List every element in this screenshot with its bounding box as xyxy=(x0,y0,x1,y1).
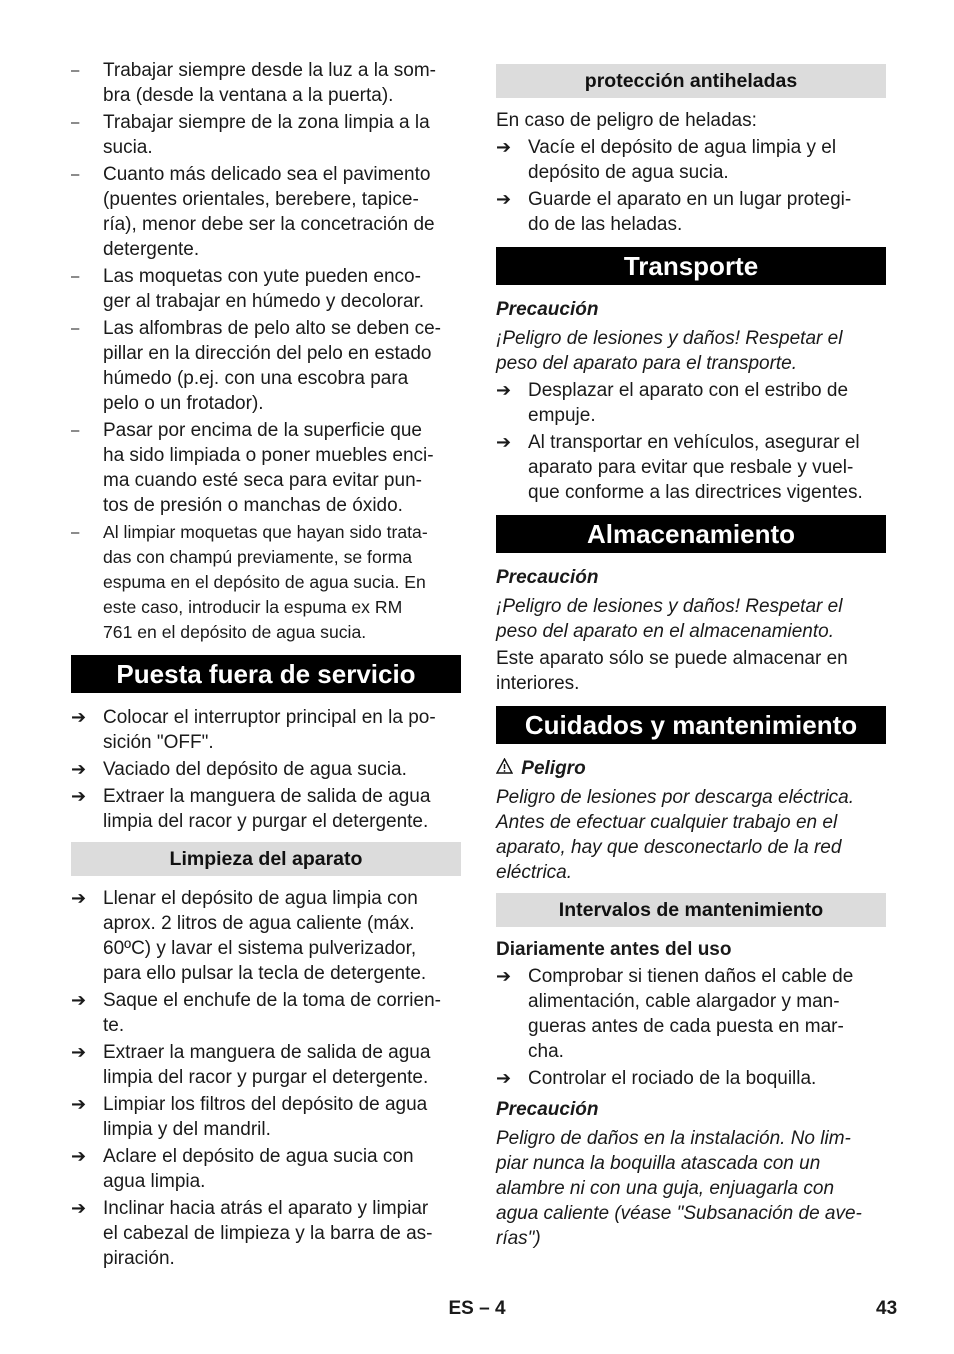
list-item-text: Cuanto más delicado sea el pavimento (puentes orientales, berebere, tapice- ría), menor debe ser la concetración de detergente. xyxy=(103,164,435,260)
subsection-heading-intervalos: Intervalos de mantenimiento xyxy=(496,893,886,927)
arrow-bullet-icon: ➔ xyxy=(71,1146,87,1166)
list-item-text: Extraer la manguera de salida de agua limpia del racor y purgar el detergente. xyxy=(103,1042,431,1088)
list-intervalos xyxy=(496,964,886,1091)
list-item xyxy=(496,1066,886,1091)
dash-bullet-icon: – xyxy=(71,422,80,439)
list-item xyxy=(71,520,461,645)
arrow-bullet-icon: ➔ xyxy=(496,137,512,157)
page-number: 43 xyxy=(876,1298,898,1319)
list-item-text: Llenar el depósito de agua limpia con aprox. 2 litros de agua caliente (máx. 60ºC) y lavar el sistema pulverizador, para ello pulsar la tecla de detergente. xyxy=(103,888,427,984)
danger-label xyxy=(496,756,886,781)
left-column xyxy=(71,58,461,1273)
caution-label-intervalos: Precaución xyxy=(496,1099,599,1120)
list-item-text: Comprobar si tienen daños el cable de alimentación, cable alargador y man- gueras antes de cada puesta en mar- cha. xyxy=(528,966,854,1062)
list-item xyxy=(71,316,461,416)
list-item xyxy=(71,1144,461,1194)
list-item-text: Trabajar siempre desde la luz a la som- bra (desde la ventana a la puerta). xyxy=(103,60,436,106)
list-item xyxy=(71,1196,461,1271)
right-column xyxy=(496,58,886,1253)
arrow-bullet-icon: ➔ xyxy=(496,432,512,452)
section-heading-cuidados: Cuidados y mantenimiento xyxy=(496,706,886,744)
list-item-text: Guarde el aparato en un lugar protegi- do de las heladas. xyxy=(528,189,852,235)
arrow-bullet-icon: ➔ xyxy=(71,1042,87,1062)
arrow-bullet-icon: ➔ xyxy=(496,1068,512,1088)
list-item xyxy=(71,110,461,160)
list-item-text: Las moquetas con yute pueden enco- ger al trabajar en húmedo y decolorar. xyxy=(103,266,425,312)
dash-bullet-icon: – xyxy=(71,320,80,337)
list-item xyxy=(71,162,461,262)
list-item-text: Extraer la manguera de salida de agua limpia del racor y purgar el detergente. xyxy=(103,786,431,832)
list-item-text: Vacíe el depósito de agua limpia y el depósito de agua sucia. xyxy=(528,137,837,183)
list-item xyxy=(71,757,461,782)
arrow-bullet-icon: ➔ xyxy=(71,1198,87,1218)
heladas-intro: En caso de peligro de heladas: xyxy=(496,110,757,131)
arrow-bullet-icon: ➔ xyxy=(71,1094,87,1114)
caution-text-transporte: ¡Peligro de lesiones y daños! Respetar el peso del aparato para el transporte. xyxy=(496,328,843,374)
caution-text-almacenamiento: ¡Peligro de lesiones y daños! Respetar el peso del aparato en el almacenamiento. xyxy=(496,596,843,642)
section-heading-almacenamiento: Almacenamiento xyxy=(496,515,886,553)
list-item xyxy=(496,430,886,505)
arrow-bullet-icon: ➔ xyxy=(496,380,512,400)
arrow-bullet-icon: ➔ xyxy=(71,759,87,779)
arrow-bullet-icon: ➔ xyxy=(496,966,512,986)
section-heading-transporte: Transporte xyxy=(496,247,886,285)
footer-section-label: ES – 4 xyxy=(448,1298,506,1319)
dash-bullet-icon: – xyxy=(71,166,80,183)
list-transporte xyxy=(496,378,886,505)
list-item xyxy=(71,58,461,108)
arrow-bullet-icon: ➔ xyxy=(71,990,87,1010)
list-item xyxy=(496,378,886,428)
list-item xyxy=(71,705,461,755)
dash-bullet-icon: – xyxy=(71,524,80,541)
subsection-heading-heladas: protección antiheladas xyxy=(496,64,886,98)
caution-label-transporte: Precaución xyxy=(496,299,599,320)
list-limpieza xyxy=(71,886,461,1271)
list-item-text: Desplazar el aparato con el estribo de empuje. xyxy=(528,380,849,426)
list-heladas xyxy=(496,135,886,237)
list-item-text: Trabajar siempre de la zona limpia a la sucia. xyxy=(103,112,430,158)
list-item-text: Limpiar los filtros del depósito de agua limpia y del mandril. xyxy=(103,1094,428,1140)
section-heading-puesta-fuera: Puesta fuera de servicio xyxy=(71,655,461,693)
list-item xyxy=(71,1092,461,1142)
list-item xyxy=(71,418,461,518)
list-item-text: Inclinar hacia atrás el aparato y limpiar el cabezal de limpieza y la barra de as- piración. xyxy=(103,1198,433,1269)
arrow-bullet-icon: ➔ xyxy=(71,786,87,806)
dash-bullet-icon: – xyxy=(71,62,80,79)
list-puesta-fuera xyxy=(71,705,461,834)
list-item xyxy=(71,988,461,1038)
arrow-bullet-icon: ➔ xyxy=(71,888,87,908)
dash-bullet-icon: – xyxy=(71,268,80,285)
subsection-heading-limpieza: Limpieza del aparato xyxy=(71,842,461,876)
caution-text-intervalos: Peligro de daños en la instalación. No lim- piar nunca la boquilla atascada con un alambre ni con una guja, enjuagarla con agua caliente (véase "Subsanación de ave- rías") xyxy=(496,1128,862,1249)
caution-label-almacenamiento: Precaución xyxy=(496,567,599,588)
subheading-diariamente: Diariamente antes del uso xyxy=(496,939,732,960)
list-item xyxy=(71,264,461,314)
list-item xyxy=(71,886,461,986)
list-item-text: Vaciado del depósito de agua sucia. xyxy=(103,759,407,780)
dash-list xyxy=(71,58,461,645)
list-item-text: Aclare el depósito de agua sucia con agua limpia. xyxy=(103,1146,414,1192)
arrow-bullet-icon: ➔ xyxy=(496,189,512,209)
list-item xyxy=(496,135,886,185)
dash-bullet-icon: – xyxy=(71,114,80,131)
warning-triangle-icon xyxy=(496,756,516,781)
list-item-text: Controlar el rociado de la boquilla. xyxy=(528,1068,817,1089)
list-item xyxy=(496,964,886,1064)
list-item-text: Saque el enchufe de la toma de corrien- te. xyxy=(103,990,441,1036)
list-item xyxy=(71,784,461,834)
list-item-text: Las alfombras de pelo alto se deben ce- pillar en la dirección del pelo en estado húmedo (p.ej. con una escobra para pelo o un frotador). xyxy=(103,318,441,414)
danger-label-text: Peligro xyxy=(521,758,586,779)
list-item-text: Al transportar en vehículos, asegurar el aparato para evitar que resbale y vuel- que conforme a las directrices vigentes. xyxy=(528,432,863,503)
almacenamiento-text: Este aparato sólo se puede almacenar en interiores. xyxy=(496,648,848,694)
list-item-text: Colocar el interruptor principal en la po- sición "OFF". xyxy=(103,707,436,753)
list-item-text: Pasar por encima de la superficie que ha sido limpiada o poner muebles enci- ma cuando esté seca para evitar pun- tos de presión o manchas de óxido. xyxy=(103,420,434,516)
danger-text: Peligro de lesiones por descarga eléctrica. Antes de efectuar cualquier trabajo en el aparato, hay que desconectarlo de la red eléctrica. xyxy=(496,787,855,883)
list-item xyxy=(496,187,886,237)
list-item-text: Al limpiar moquetas que hayan sido trata- das con champú previamente, se forma espuma en el depósito de agua sucia. En este caso, introducir la espuma ex RM 761 en el depósito de agua sucia. xyxy=(103,522,428,642)
list-item xyxy=(71,1040,461,1090)
arrow-bullet-icon: ➔ xyxy=(71,707,87,727)
